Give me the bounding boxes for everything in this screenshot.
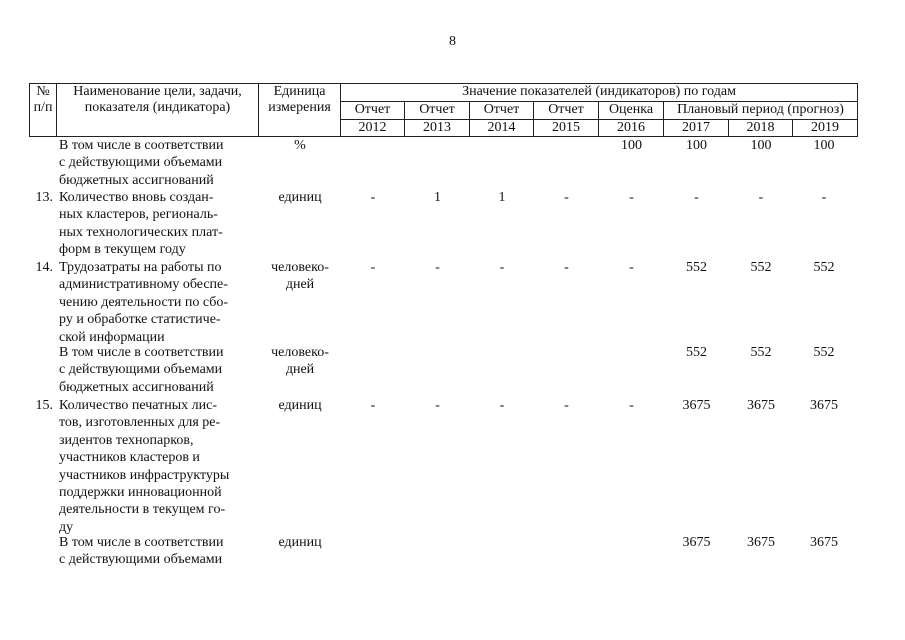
value-2015: - bbox=[564, 398, 569, 413]
header-year-label: Отчет bbox=[470, 102, 534, 120]
value-2018: - bbox=[758, 190, 764, 205]
value-2017: 100 bbox=[686, 138, 707, 153]
header-year: 2015 bbox=[534, 120, 599, 137]
indicator-name: В том числе в соответствии с действующими объемами bbox=[59, 535, 224, 568]
header-plan-year: 2019 bbox=[793, 120, 858, 137]
value-2014: - bbox=[499, 398, 505, 413]
header-unit: Единица измерения bbox=[259, 84, 341, 137]
header-year-label: Отчет bbox=[405, 102, 470, 120]
row-number: 14. bbox=[35, 260, 53, 275]
indicator-unit: единиц bbox=[278, 190, 322, 205]
value-2019: 552 bbox=[813, 260, 835, 275]
value-2016: - bbox=[629, 260, 634, 275]
value-2019: - bbox=[821, 190, 827, 205]
header-year: 2012 bbox=[341, 120, 405, 137]
header-year: 2014 bbox=[470, 120, 534, 137]
page-number: 8 bbox=[449, 34, 456, 49]
value-2016: - bbox=[629, 190, 634, 205]
indicator-name: В том числе в соответствии с действующими объемами бюджетных ассигнований bbox=[59, 345, 224, 395]
indicator-unit: человеко- дней bbox=[271, 260, 329, 293]
header-plan-label: Плановый период (прогноз) bbox=[664, 102, 858, 120]
indicator-name: В том числе в соответствии с действующими объемами бюджетных ассигнований bbox=[59, 138, 224, 188]
value-2013: 1 bbox=[434, 190, 441, 205]
header-plan-year: 2018 bbox=[729, 120, 793, 137]
header-group: Значение показателей (индикаторов) по годам bbox=[341, 84, 858, 102]
value-2014: 1 bbox=[498, 190, 506, 205]
value-2017: 3675 bbox=[682, 398, 711, 413]
header-year: 2016 bbox=[599, 120, 664, 137]
value-2018: 552 bbox=[750, 260, 772, 275]
header-num: № п/п bbox=[30, 84, 57, 137]
value-2015: - bbox=[564, 260, 569, 275]
header-year-label: Оценка bbox=[599, 102, 664, 120]
indicator-unit: единиц bbox=[278, 398, 322, 413]
indicator-name: Количество печатных лис- тов, изготовленных для ре- зидентов технопарков, участников кластеров и участников инфраструктуры поддержки инновационной деятельности в текущем го- ду bbox=[59, 398, 230, 535]
value-2013: - bbox=[435, 398, 440, 413]
value-2017: 552 bbox=[686, 260, 707, 275]
value-2019: 3675 bbox=[810, 398, 838, 413]
value-2014: - bbox=[499, 260, 505, 275]
value-2018: 3675 bbox=[747, 535, 775, 550]
value-2019: 3675 bbox=[810, 535, 838, 550]
value-2018: 552 bbox=[750, 345, 772, 360]
value-2016: - bbox=[629, 398, 634, 413]
value-2017: 552 bbox=[686, 345, 707, 360]
value-2019: 552 bbox=[813, 345, 835, 360]
value-2012: - bbox=[370, 398, 376, 413]
header-year-label: Отчет bbox=[341, 102, 405, 120]
indicator-name: Количество вновь создан- ных кластеров, региональ- ных технологических плат- форм в текущем году bbox=[59, 190, 223, 258]
indicator-unit: % bbox=[294, 138, 306, 153]
row-number: 15. bbox=[35, 398, 53, 413]
value-2012: - bbox=[370, 260, 376, 275]
header-year-label: Отчет bbox=[534, 102, 599, 120]
value-2018: 100 bbox=[750, 138, 772, 153]
value-2013: - bbox=[435, 260, 440, 275]
row-number: 13. bbox=[35, 190, 53, 205]
value-2012: - bbox=[370, 190, 376, 205]
value-2015: - bbox=[564, 190, 569, 205]
header-year: 2013 bbox=[405, 120, 470, 137]
value-2019: 100 bbox=[813, 138, 835, 153]
value-2017: - bbox=[694, 190, 699, 205]
value-2018: 3675 bbox=[747, 398, 775, 413]
value-2016: 100 bbox=[621, 138, 642, 153]
value-2017: 3675 bbox=[682, 535, 711, 550]
header-name: Наименование цели, задачи, показателя (индикатора) bbox=[57, 84, 259, 137]
indicator-name: Трудозатраты на работы по административному обеспе- чению деятельности по сбо- ру и обработке статистиче- ской информации bbox=[59, 260, 229, 345]
indicator-unit: единиц bbox=[278, 535, 322, 550]
indicators-table-header bbox=[29, 83, 858, 137]
header-plan-year: 2017 bbox=[664, 120, 729, 137]
indicator-unit: человеко- дней bbox=[271, 345, 329, 378]
